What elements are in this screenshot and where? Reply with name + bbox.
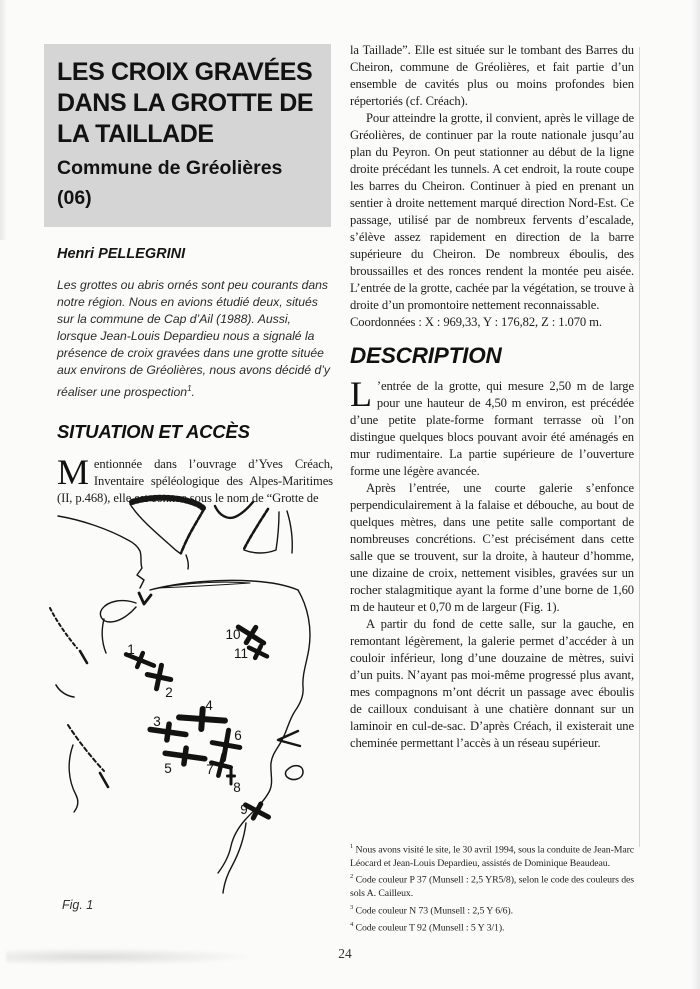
footnote-marker: 2 bbox=[350, 873, 354, 881]
cross-number-label: 3 bbox=[153, 714, 161, 729]
cross-number-label: 7 bbox=[206, 762, 214, 777]
footnote-text: Code couleur P 37 (Munsell : 2,5 YR5/8), selon le code des couleurs des sols A. Cailleux. bbox=[350, 874, 634, 900]
drop-cap: L bbox=[350, 374, 372, 414]
footnote bbox=[350, 918, 634, 935]
footnote-marker: 1 bbox=[350, 843, 354, 850]
engraved-crosses-layer bbox=[123, 619, 272, 824]
article-department: (06) bbox=[57, 187, 92, 209]
paragraph: Mentionnée dans l’ouvrage d’Yves Créach, Inventaire spéléologique des Alpes-Maritimes (II, p.468), elle est connue sous le nom de “Grotte de bbox=[57, 451, 333, 505]
section-heading-description: DESCRIPTION bbox=[350, 343, 502, 368]
paragraph: A partir du fond de cette salle, sur la gauche, en remontant légèrement, la galerie permet d’accéder à un couloir inférieur, long d’une douzaine de mètres, suivi d’un puits. N’ayant pas moi-même progressé plus avant, mes compagnons m’ont décrit un passage avec éboulis de cailloux conduisant à une chatière donnant sur un laminoir en cul-de-sac. D’après Créach, il existerait une cheminée permettant l’accès à un réseau supérieur. bbox=[350, 617, 634, 750]
cave-map-drawing bbox=[40, 493, 336, 943]
footnote-text: Code couleur T 92 (Munsell : 5 Y 3/1). bbox=[353, 922, 505, 934]
cross-number-label: 5 bbox=[164, 761, 172, 776]
cross-number-label: 8 bbox=[233, 780, 241, 795]
abstract-text: Les grottes ou abris ornés sont peu courants dans notre région. Nous en avions étudié deux, situés sur la commune de Cap d’Ail (1988). Aussi, lorsque Jean-Louis Depardieu nous a signalé la présence de croix gravées dans une grotte située aux environs de Gréolières, nous avons décidé d’y réaliser une prospection bbox=[57, 278, 331, 399]
engraved-cross-11 bbox=[246, 642, 270, 662]
article-title-line: LA TAILLADE bbox=[57, 120, 214, 148]
figure-1 bbox=[40, 493, 336, 963]
section-heading-situation: SITUATION ET ACCÈS bbox=[57, 420, 250, 442]
footnote bbox=[350, 901, 634, 918]
footnote-text: Code couleur N 73 (Munsell : 2,5 Y 6/6). bbox=[353, 905, 513, 917]
cross-number-label: 6 bbox=[234, 728, 242, 743]
cross-number-label: 2 bbox=[165, 685, 173, 700]
engraved-cross-4 bbox=[178, 707, 225, 730]
footnote-reference: 1 bbox=[187, 383, 192, 393]
author-name: Henri PELLEGRINI bbox=[57, 246, 186, 262]
article-title-block bbox=[44, 44, 331, 227]
paragraph: la Taillade”. Elle est située sur le tombant des Barres du Cheiron, commune de Gréolières, et fait partie d’un ensemble de cavités plus ou moins profondes bien répertoriés (cf. Créach). bbox=[350, 43, 634, 108]
page-number: 24 bbox=[338, 946, 352, 961]
scan-edge-shadow-right bbox=[691, 0, 700, 989]
footnote-text: Nous avons visité le site, le 30 avril 1994, sous la conduite de Jean-Marc Léocard et Jean-Louis Depardieu, assistés de Dominique Beaudeau. bbox=[350, 844, 634, 869]
drop-cap: M bbox=[57, 451, 89, 492]
footnote-marker: 4 bbox=[350, 920, 354, 928]
rock-outline bbox=[50, 498, 310, 893]
right-column bbox=[350, 42, 634, 952]
cross-number-label: 4 bbox=[205, 698, 213, 713]
article-title-line: LES CROIX GRAVÉES bbox=[57, 58, 313, 86]
figure-caption: Fig. 1 bbox=[62, 898, 94, 912]
coordinates-line: Coordonnées : X : 969,33, Y : 176,82, Z : 1.070 m. bbox=[350, 315, 602, 329]
scan-fold-line bbox=[639, 47, 640, 847]
paragraph: Après l’entrée, une courte galerie s’enfonce perpendiculairement à la falaise et débouche, au bout de quelques mètres, dans une petite salle comportant de nombreuses concrétions. C’est précisément dans cette salle que se trouvent, sur la droite, à hauteur d’homme, une dizaine de croix, nettement visibles, gravées sur un rocher stalagmitique ayant la forme d’une borne de 1,60 m de hauteur et 0,70 m de largeur (Fig. 1). bbox=[350, 481, 634, 614]
footnote bbox=[350, 870, 634, 900]
paragraph: Pour atteindre la grotte, il convient, après le village de Gréolières, de continuer par la route nationale jusqu’au plan du Peyron. On peut stationner au début de la ligne droite précédant les tunnels. A cet endroit, la route coupe les barres du Cheiron. Continuer à pied en prenant un sentier à droite nettement marqué direction Nord-Est. Ce passage, utilisé par de nombreux fervents d’escalade, s’élève assez rapidement en direction de la barre supérieure du Cheiron. De nombreux éboulis, des broussailles et des ronces rendent la montée peu aisée. L’entrée de la grotte, cachée par la végétation, se trouve à droite d’un promontoire nettement reconnaissable. bbox=[350, 111, 634, 312]
footnote-marker: 3 bbox=[350, 903, 354, 911]
article-title-line: DANS LA GROTTE DE bbox=[57, 89, 314, 117]
paragraph: L ’entrée de la grotte, qui mesure 2,50 m de large pour une hauteur de 4,50 m environ, est précédée d’une petite plate-forme formant terrasse où l’on distingue quelques blocs pouvant avoir été aménagés en mur rudimentaire. La partie supérieure de l’ouverture forme une légère avancée. bbox=[350, 374, 634, 478]
cross-number-label: 1 bbox=[127, 642, 135, 657]
article-subtitle: Commune de Gréolières bbox=[57, 157, 283, 179]
left-column bbox=[44, 44, 333, 507]
cross-number-label: 9 bbox=[240, 802, 248, 817]
footnote bbox=[350, 840, 634, 870]
cross-number-label: 10 bbox=[225, 627, 241, 642]
footnotes-block bbox=[350, 840, 634, 935]
cross-number-label: 11 bbox=[233, 646, 249, 661]
scan-edge-shadow-left bbox=[0, 0, 7, 240]
abstract: Les grottes ou abris ornés sont peu courants dans notre région. Nous en avions étudié deux, situés sur la commune de Cap d’Ail (1988). Aussi, lorsque Jean-Louis Depardieu nous a signalé la présence de croix gravées dans une grotte située aux environs de Gréolières, nous avons décidé d’y réaliser une prospection$^1$. bbox=[57, 278, 331, 399]
